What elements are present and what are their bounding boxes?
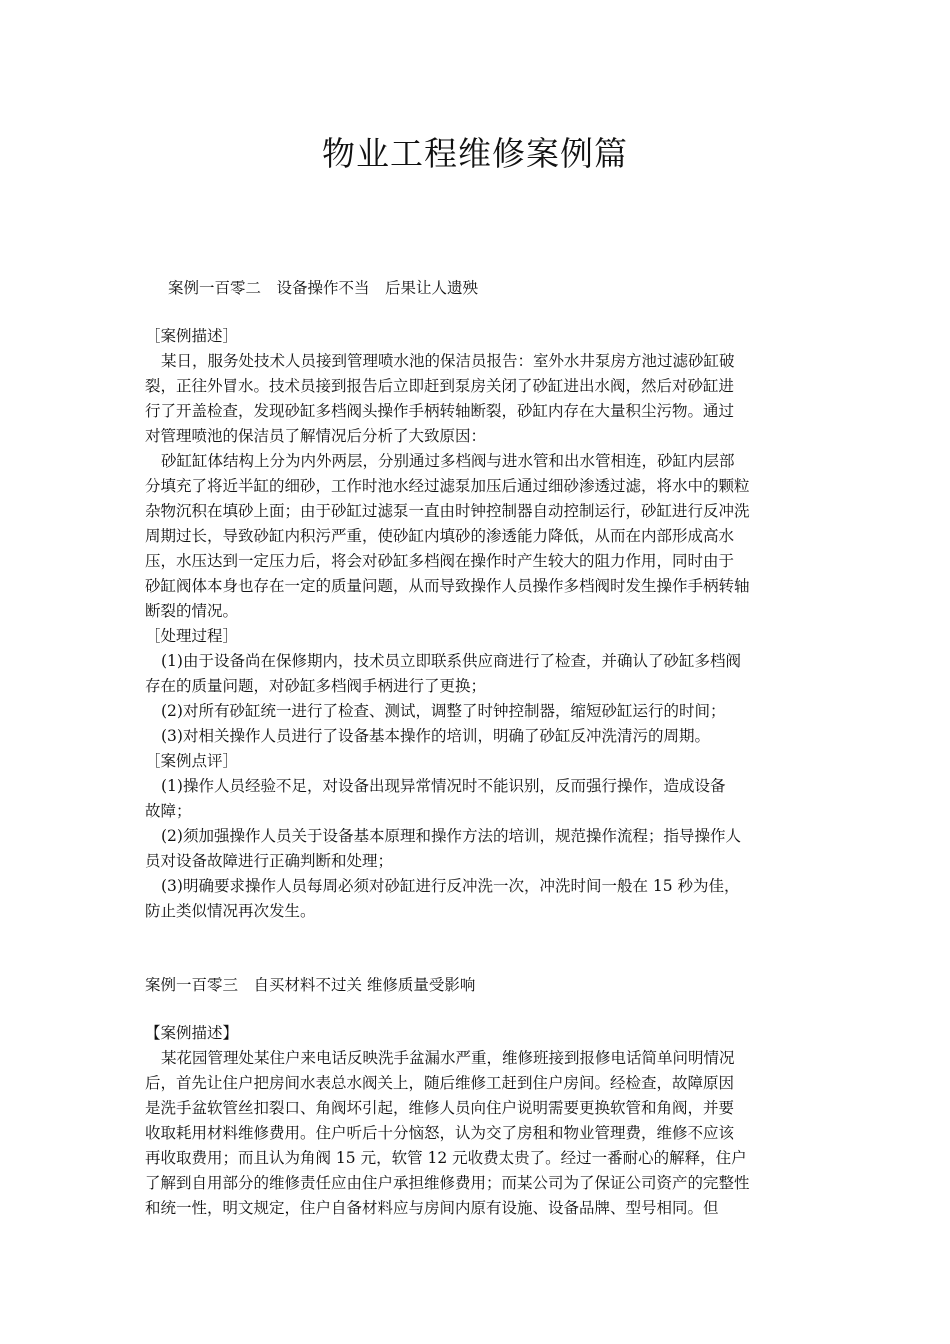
paragraph-line: 和统一性，明文规定，住户自备材料应与房间内原有设施、设备品牌、型号相同。但 bbox=[145, 1199, 719, 1217]
paragraph-line: 某花园管理处某住户来电话反映洗手盆漏水严重，维修班接到报修电话简单问明情况 bbox=[161, 1049, 735, 1067]
list-item-continuation: 存在的质量问题，对砂缸多档阀手柄进行了更换； bbox=[145, 677, 487, 695]
list-item: (2)对所有砂缸统一进行了检查、测试，调整了时钟控制器，缩短砂缸运行的时间； bbox=[161, 702, 726, 720]
case-102-heading: 案例一百零二 设备操作不当 后果让人遗殃 bbox=[168, 279, 479, 297]
list-item: (3)对相关操作人员进行了设备基本操作的培训，明确了砂缸反冲洗清污的周期。 bbox=[161, 727, 710, 745]
paragraph-line: 裂，正往外冒水。技术员接到报告后立即赶到泵房关闭了砂缸进出水阀，然后对砂缸进 bbox=[145, 377, 735, 395]
paragraph-line: 分填充了将近半缸的细砂，工作时池水经过滤泵加压后通过细砂渗透过滤，将水中的颗粒 bbox=[145, 477, 750, 495]
list-item: (2)须加强操作人员关于设备基本原理和操作方法的培训，规范操作流程；指导操作人 bbox=[161, 827, 741, 845]
section-heading: ［处理过程］ bbox=[145, 627, 239, 645]
paragraph-line: 断裂的情况。 bbox=[145, 602, 239, 620]
paragraph-line: 行了开盖检查，发现砂缸多档阀头操作手柄转轴断裂，砂缸内存在大量积尘污物。通过 bbox=[145, 402, 735, 420]
document-title: 物业工程维修案例篇 bbox=[322, 134, 628, 173]
paragraph-line: 了解到自用部分的维修责任应由住户承担维修费用；而某公司为了保证公司资产的完整性 bbox=[145, 1174, 750, 1192]
paragraph-line: 压，水压达到一定压力后，将会对砂缸多档阀在操作时产生较大的阻力作用，同时由于 bbox=[145, 552, 735, 570]
paragraph-line: 再收取费用；而且认为角阀 15 元，软管 12 元收费太贵了。经过一番耐心的解释，住户 bbox=[145, 1149, 747, 1167]
paragraph-line: 砂缸缸体结构上分为内外两层，分别通过多档阀与进水管和出水管相连，砂缸内层部 bbox=[161, 452, 735, 470]
paragraph-line: 对管理喷池的保洁员了解情况后分析了大致原因： bbox=[145, 427, 487, 445]
list-item: (1)由于设备尚在保修期内，技术员立即联系供应商进行了检查，并确认了砂缸多档阀 bbox=[161, 652, 741, 670]
list-item-continuation: 防止类似情况再次发生。 bbox=[145, 902, 316, 920]
paragraph-line: 杂物沉积在填砂上面；由于砂缸过滤泵一直由时钟控制器自动控制运行，砂缸进行反冲洗 bbox=[145, 502, 750, 520]
paragraph-line: 后，首先让住户把房间水表总水阀关上，随后维修工赶到住户房间。经检查，故障原因 bbox=[145, 1074, 735, 1092]
paragraph-line: 某日，服务处技术人员接到管理喷水池的保洁员报告：室外水井泵房方池过滤砂缸破 bbox=[161, 352, 735, 370]
paragraph-line: 是洗手盆软管丝扣裂口、角阀坏引起，维修人员向住户说明需要更换软管和角阀，并要 bbox=[145, 1099, 735, 1117]
paragraph-line: 收取耗用材料维修费用。住户听后十分恼怒，认为交了房租和物业管理费，维修不应该 bbox=[145, 1124, 735, 1142]
paragraph-line: 周期过长，导致砂缸内积污严重，使砂缸内填砂的渗透能力降低，从而在内部形成高水 bbox=[145, 527, 735, 545]
paragraph-line: 砂缸阀体本身也存在一定的质量问题，从而导致操作人员操作多档阀时发生操作手柄转轴 bbox=[145, 577, 750, 595]
list-item-continuation: 员对设备故障进行正确判断和处理； bbox=[145, 852, 394, 870]
list-item: (1)操作人员经验不足，对设备出现异常情况时不能识别，反而强行操作，造成设备 bbox=[161, 777, 726, 795]
list-item-continuation: 故障； bbox=[145, 802, 192, 820]
section-heading: ［案例描述］ bbox=[145, 327, 239, 345]
list-item: (3)明确要求操作人员每周必须对砂缸进行反冲洗一次，冲洗时间一般在 15 秒为佳， bbox=[161, 877, 740, 895]
section-heading: ［案例点评］ bbox=[145, 752, 239, 770]
case-103-heading: 案例一百零三 自买材料不过关 维修质量受影响 bbox=[145, 976, 476, 994]
section-heading: 【案例描述】 bbox=[145, 1024, 239, 1042]
